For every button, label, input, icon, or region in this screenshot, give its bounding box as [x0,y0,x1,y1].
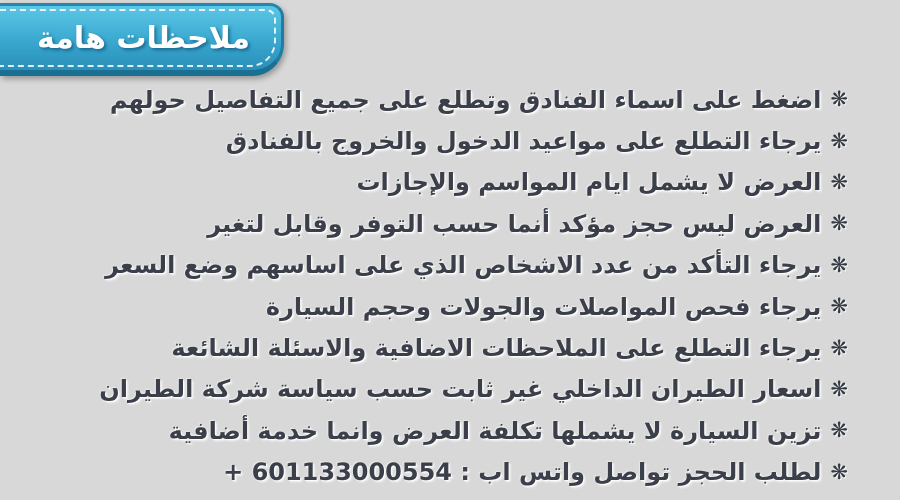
asterisk-bullet-icon: ❋ [830,128,848,153]
asterisk-bullet-icon: ❋ [830,211,848,236]
note-item-1 [20,79,848,120]
note-text: يرجاء فحص المواصلات والجولات وحجم السيارة [265,292,822,321]
asterisk-bullet-icon: ❋ [830,376,848,401]
note-text: يرجاء التطلع على الملاحظات الاضافية والاسئلة الشائعة [171,334,822,363]
asterisk-bullet-icon: ❋ [830,169,848,194]
whatsapp-contact-text[interactable]: لطلب الحجز تواصل واتس اب : 601133000554 + [223,458,822,487]
asterisk-bullet-icon: ❋ [830,459,848,484]
important-notes-banner [0,3,284,76]
asterisk-bullet-icon: ❋ [830,335,848,360]
note-item-4 [20,203,848,244]
note-item-9 [20,410,848,451]
note-item-7 [20,327,848,368]
banner-title: ملاحظات هامة [37,20,250,56]
note-item-8 [20,369,848,410]
note-text: اسعار الطيران الداخلي غير ثابت حسب سياسة شركة الطيران [99,375,822,404]
note-text: يرجاء التطلع على مواعيد الدخول والخروج بالفنادق [225,127,822,156]
note-text: تزين السيارة لا يشملها تكلفة العرض وانما خدمة أضافية [168,416,822,445]
note-text: العرض لا يشمل ايام المواسم والإجازات [356,168,822,197]
note-text: يرجاء التأكد من عدد الاشخاص الذي على اساسهم وضع السعر [105,251,822,280]
note-item-6 [20,286,848,327]
asterisk-bullet-icon: ❋ [830,87,848,112]
asterisk-bullet-icon: ❋ [830,294,848,319]
note-item-5 [20,245,848,286]
asterisk-bullet-icon: ❋ [830,252,848,277]
asterisk-bullet-icon: ❋ [830,418,848,443]
note-item-10 [20,452,848,493]
notes-list [0,79,900,493]
note-item-2 [20,120,848,161]
note-text: العرض ليس حجز مؤكد أنما حسب التوفر وقابل لتغير [207,209,822,238]
note-item-3 [20,162,848,203]
note-text[interactable]: اضغط على اسماء الفنادق وتطلع على جميع التفاصيل حولهم [109,85,822,114]
